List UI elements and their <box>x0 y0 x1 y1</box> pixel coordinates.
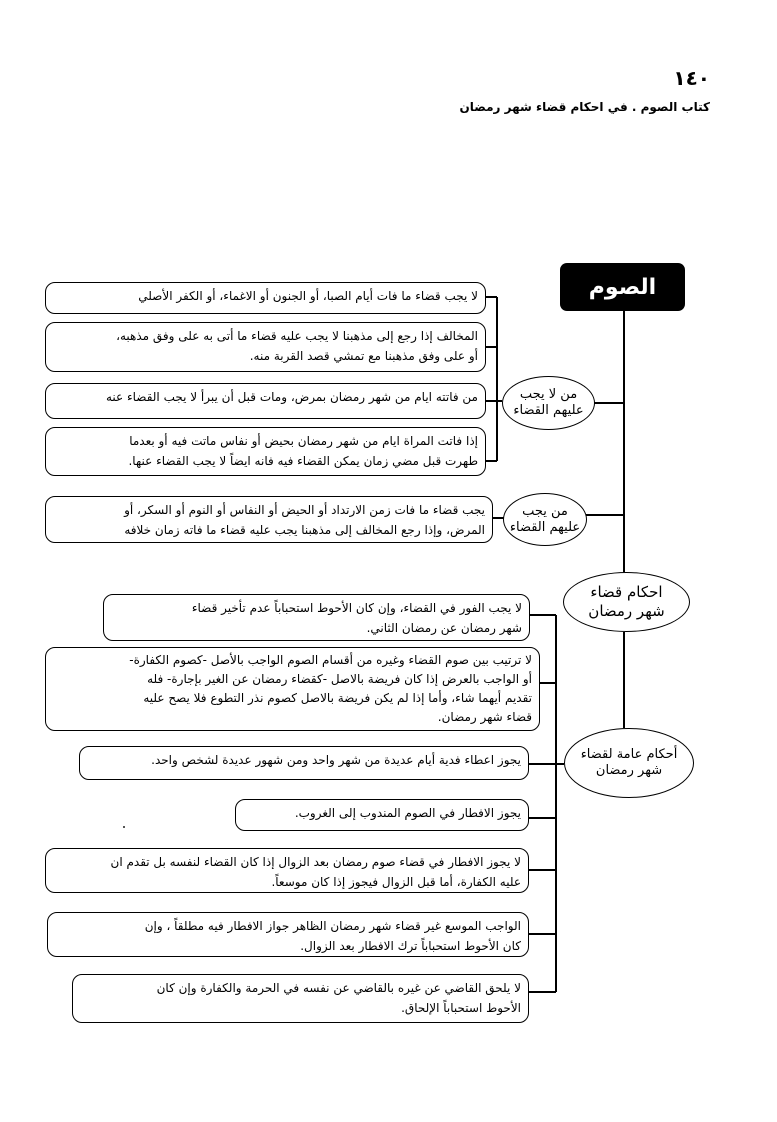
stray-dot <box>123 826 125 828</box>
not-required-item: إذا فاتت المراة ايام من شهر رمضان بحيض أو نفاس ماتت فيه أو بعدما طهرت قبل مضي زمان يمكن القضاء فيه فانه ايضاً لا يجب القضاء عنها. <box>45 427 486 476</box>
not-required-item: من فاتته ايام من شهر رمضان بمرض، ومات قبل أن يبرأ لا يجب القضاء عنه <box>45 383 486 419</box>
not-required-item: المخالف إذا رجع إلى مذهبنا لا يجب عليه قضاء ما أتى به على وفق مذهبه، أو على وفق مذهبنا مع تمشي قصد القربة منه. <box>45 322 486 372</box>
node-not-required: من لا يجب عليهم القضاء <box>502 376 595 430</box>
general-item: يجوز الافطار في الصوم المندوب إلى الغروب. <box>235 799 529 831</box>
book-title: كتاب الصوم . في احكام قضاء شهر رمضان <box>459 100 710 114</box>
general-item: الواجب الموسع غير قضاء شهر رمضان الظاهر جواز الافطار فيه مطلقاً ، وإن كان الأحوط استحباباً ترك الافطار بعد الزوال. <box>47 912 529 957</box>
node-required: من يجب عليهم القضاء <box>503 493 587 546</box>
page-number: ١٤٠ <box>673 66 710 90</box>
general-item: لا يجوز الافطار في قضاء صوم رمضان بعد الزوال إذا كان القضاء لنفسه بل تقدم ان عليه الكفارة، أما قبل الزوال فيجوز إذا كان موسعاً. <box>45 848 529 893</box>
general-item: لا ترتيب بين صوم القضاء وغيره من أقسام الصوم الواجب بالأصل -كصوم الكفارة- أو الواجب بالعرض إذا كان فريضة بالاصل -كقضاء رمضان عن الغير بإجارة- فله تقديم أيهما شاء، وأما إذا لم يكن فريضة بالاصل كصوم نذر التطوع فلا يصح عليه قضاء شهر رمضان. <box>45 647 540 731</box>
not-required-item: لا يجب قضاء ما فات أيام الصبا، أو الجنون أو الاغماء، أو الكفر الأصلي <box>45 282 486 314</box>
required-item: يجب قضاء ما فات زمن الارتداد أو الحيض أو النفاس أو النوم أو السكر، أو المرض، وإذا رجع المخالف إلى مذهبنا يجب عليه قضاء ما فاته زمان خلافه <box>45 496 493 543</box>
root-node-fasting: الصوم <box>560 263 685 311</box>
node-general: أحكام عامة لقضاء شهر رمضان <box>564 728 694 798</box>
general-item: يجوز اعطاء فدية أيام عديدة من شهر واحد ومن شهور عديدة لشخص واحد. <box>79 746 529 780</box>
general-item: لا يجب الفور في القضاء، وإن كان الأحوط استحباباً عدم تأخير قضاء شهر رمضان عن رمضان الثاني. <box>103 594 530 641</box>
general-item: لا يلحق القاضي عن غيره بالقاضي عن نفسه في الحرمة والكفارة وإن كان الأحوط استحباباً الإلحاق. <box>72 974 529 1023</box>
node-rulings: احكام قضاء شهر رمضان <box>563 572 690 632</box>
